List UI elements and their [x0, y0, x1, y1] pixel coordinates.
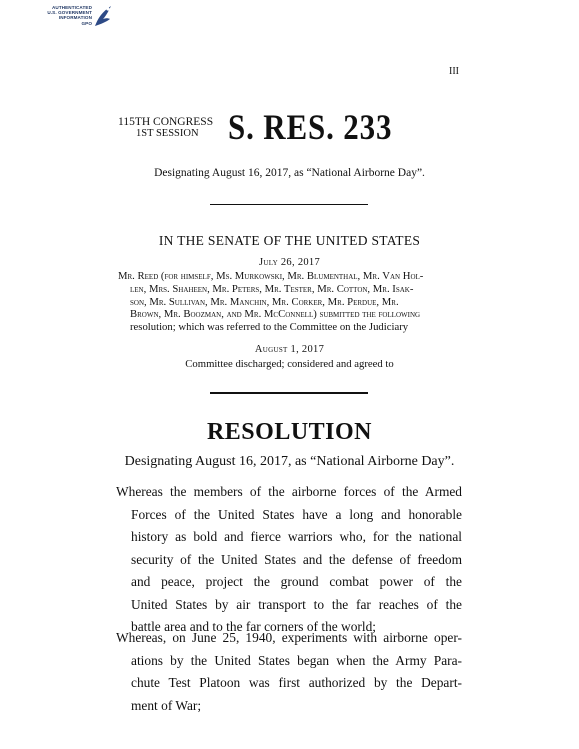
resolution-title: Designating August 16, 2017, as “National Airborne Day”.: [124, 454, 455, 469]
clause-line: battle area and to the far corners of the world;: [131, 619, 377, 634]
seal-line-1: AUTHENTICATED: [51, 5, 92, 10]
clause-line: United States by air transport to the far reaches of the: [131, 596, 462, 612]
clause-line: Forces of the United States have a long and honorable: [131, 506, 462, 522]
bill-number: S. RES. 233: [228, 107, 393, 147]
eagle-seal-icon: [92, 4, 114, 30]
seal-line-3: INFORMATION: [58, 15, 92, 21]
seal-line-4: GPO: [81, 20, 92, 26]
sponsors-line: Brown, Mr. Boozman, and Mr. McConnell) submitted the following: [130, 308, 421, 321]
clause-line: Whereas the members of the airborne forces of the Armed: [116, 484, 462, 499]
action-text: Committee discharged; considered and agreed to: [185, 358, 394, 370]
page-marker: III: [449, 66, 459, 77]
divider-rule-thick: [210, 392, 368, 394]
seal-text: [12, 5, 92, 26]
clause-line: ment of War;: [131, 697, 202, 713]
clause-line: and peace, project the ground combat power of the: [131, 574, 462, 589]
action-date: August 1, 2017: [254, 344, 325, 355]
divider-rule: [210, 204, 368, 205]
sponsors-line: Mr. Reed (for himself, Ms. Murkowski, Mr. Blumenthal, Mr. Van Hol-: [118, 270, 424, 282]
sponsors-line: son, Mr. Sullivan, Mr. Manchin, Mr. Corker, Mr. Perdue, Mr.: [130, 295, 399, 308]
whereas-clause-2: [116, 627, 462, 717]
clause-line: security of the United States and the defense of freedom: [131, 551, 462, 567]
clause-line: history as bold and fierce warriors who, for the national: [131, 529, 462, 544]
congress-label: 115TH CONGRESS: [118, 116, 214, 128]
whereas-clause-1: [116, 481, 462, 639]
session-label: 1ST SESSION: [136, 128, 199, 139]
clause-line: ations by the United States began when the Army Para-: [131, 652, 462, 668]
sponsors-line: resolution; which was referred to the Committee on the Judiciary: [130, 321, 409, 334]
chamber-heading: IN THE SENATE OF THE UNITED STATES: [158, 233, 421, 248]
sponsors-paragraph: [118, 270, 460, 334]
congress-session-block: [118, 116, 218, 140]
short-title: Designating August 16, 2017, as “National Airborne Day”.: [154, 167, 425, 179]
resolution-heading: RESOLUTION: [206, 419, 373, 445]
clause-line: Whereas, on June 25, 1940, experiments with airborne oper-: [116, 630, 462, 645]
seal-line-2: U.S. GOVERNMENT: [47, 10, 92, 16]
gpo-authentication-seal: [12, 4, 114, 34]
introduced-date: July 26, 2017: [258, 257, 321, 268]
sponsors-line: len, Mrs. Shaheen, Mr. Peters, Mr. Tester, Mr. Cotton, Mr. Isak-: [130, 282, 414, 295]
clause-line: chute Test Platoon was first authorized by the Depart-: [131, 675, 462, 690]
